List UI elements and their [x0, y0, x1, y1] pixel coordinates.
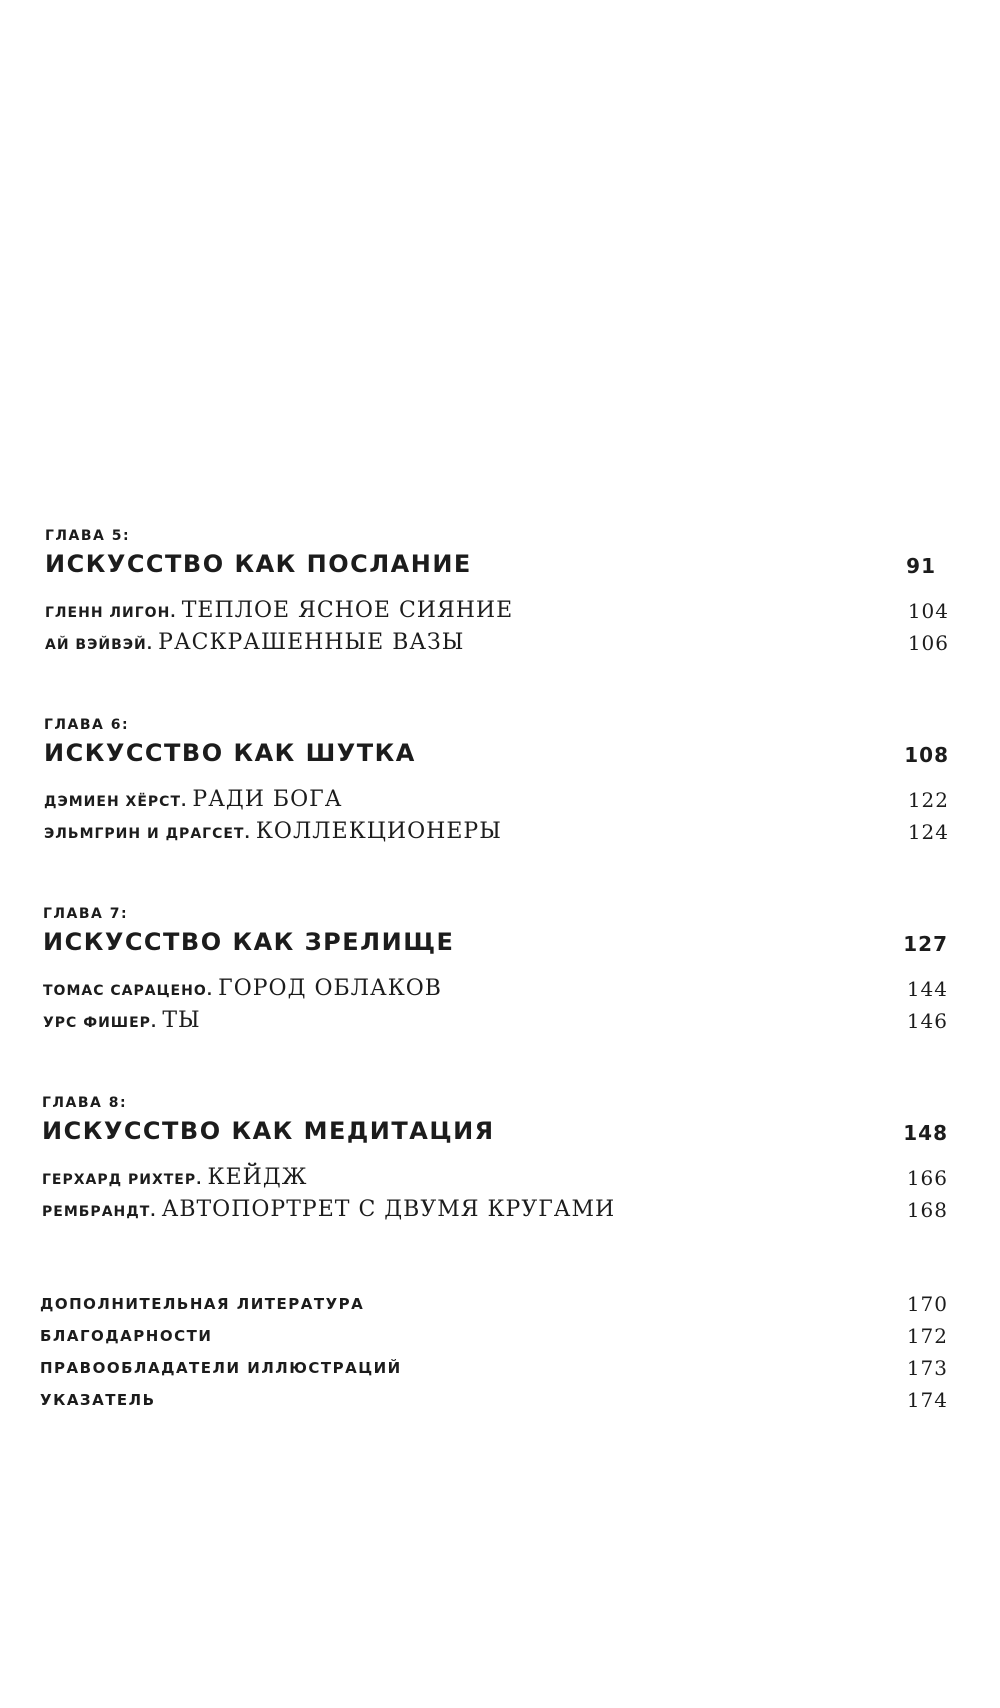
chapter-label: ГЛАВА 6: [44, 717, 130, 733]
back-matter-item[interactable] [0, 1386, 1000, 1414]
entry-page-number: 122 [907, 788, 949, 812]
entry-author: УРС ФИШЕР. [43, 1015, 158, 1031]
toc-entry[interactable] [0, 1007, 1000, 1035]
entry-author: ГЕРХАРД РИХТЕР. [42, 1172, 203, 1188]
chapter-title[interactable]: ИСКУССТВО КАК МЕДИТАЦИЯ [42, 1117, 495, 1145]
entry-work: ТЫ [162, 1008, 201, 1033]
toc-entry[interactable] [0, 1164, 1000, 1192]
entry-page-number: 166 [906, 1166, 948, 1190]
back-matter-label: ПРАВООБЛАДАТЕЛИ ИЛЛЮСТРАЦИЙ [40, 1359, 402, 1377]
entry-author: ДЭМИЕН ХЁРСТ. [44, 794, 188, 810]
chapter-title[interactable]: ИСКУССТВО КАК ШУТКА [44, 739, 416, 767]
entry-work: АВТОПОРТРЕТ С ДВУМЯ КРУГАМИ [161, 1197, 616, 1222]
toc-entry[interactable] [0, 597, 1000, 625]
chapter-label: ГЛАВА 5: [45, 528, 131, 544]
entry-work: РАСКРАШЕННЫЕ ВАЗЫ [158, 630, 465, 655]
chapter-page-number: 91 [906, 554, 936, 578]
chapter-label: ГЛАВА 8: [42, 1095, 128, 1111]
entry-author: ТОМАС САРАЦЕНО. [43, 983, 214, 999]
entry-work: ГОРОД ОБЛАКОВ [218, 976, 442, 1001]
toc-entry[interactable] [0, 975, 1000, 1003]
toc-entry[interactable] [0, 786, 1000, 814]
back-matter-label: БЛАГОДАРНОСТИ [40, 1327, 213, 1345]
entry-page-number: 124 [907, 820, 949, 844]
back-matter-item[interactable] [0, 1322, 1000, 1350]
toc-entry[interactable] [0, 629, 1000, 657]
entry-author: ГЛЕНН ЛИГОН. [45, 605, 177, 621]
entry-author: ЭЛЬМГРИН И ДРАГСЕТ. [44, 826, 251, 842]
entry-author: РЕМБРАНДТ. [42, 1204, 157, 1220]
back-matter-page-number: 172 [906, 1324, 948, 1348]
chapter-label: ГЛАВА 7: [43, 906, 129, 922]
back-matter-page-number: 174 [906, 1388, 948, 1412]
back-matter-page-number: 173 [906, 1356, 948, 1380]
back-matter-label: ДОПОЛНИТЕЛЬНАЯ ЛИТЕРАТУРА [40, 1295, 365, 1313]
toc-entry[interactable] [0, 1196, 1000, 1224]
chapter-title[interactable]: ИСКУССТВО КАК ПОСЛАНИЕ [45, 550, 472, 578]
chapter-page-number: 148 [903, 1121, 948, 1145]
chapter-title[interactable]: ИСКУССТВО КАК ЗРЕЛИЩЕ [43, 928, 455, 956]
chapter-page-number: 108 [904, 743, 949, 767]
back-matter-item[interactable] [0, 1354, 1000, 1382]
entry-page-number: 146 [906, 1009, 948, 1033]
entry-page-number: 106 [907, 631, 949, 655]
entry-page-number: 104 [907, 599, 949, 623]
entry-work: КОЛЛЕКЦИОНЕРЫ [255, 819, 502, 844]
back-matter-item[interactable] [0, 1290, 1000, 1318]
toc-entry[interactable] [0, 818, 1000, 846]
chapter-page-number: 127 [903, 932, 948, 956]
entry-work: ТЕПЛОЕ ЯСНОЕ СИЯНИЕ [181, 598, 514, 623]
entry-page-number: 168 [906, 1198, 948, 1222]
back-matter-label: УКАЗАТЕЛЬ [40, 1391, 156, 1409]
entry-author: АЙ ВЭЙВЭЙ. [45, 637, 154, 653]
back-matter-page-number: 170 [906, 1292, 948, 1316]
entry-page-number: 144 [906, 977, 948, 1001]
entry-work: РАДИ БОГА [192, 787, 343, 812]
entry-work: КЕЙДЖ [207, 1165, 308, 1190]
